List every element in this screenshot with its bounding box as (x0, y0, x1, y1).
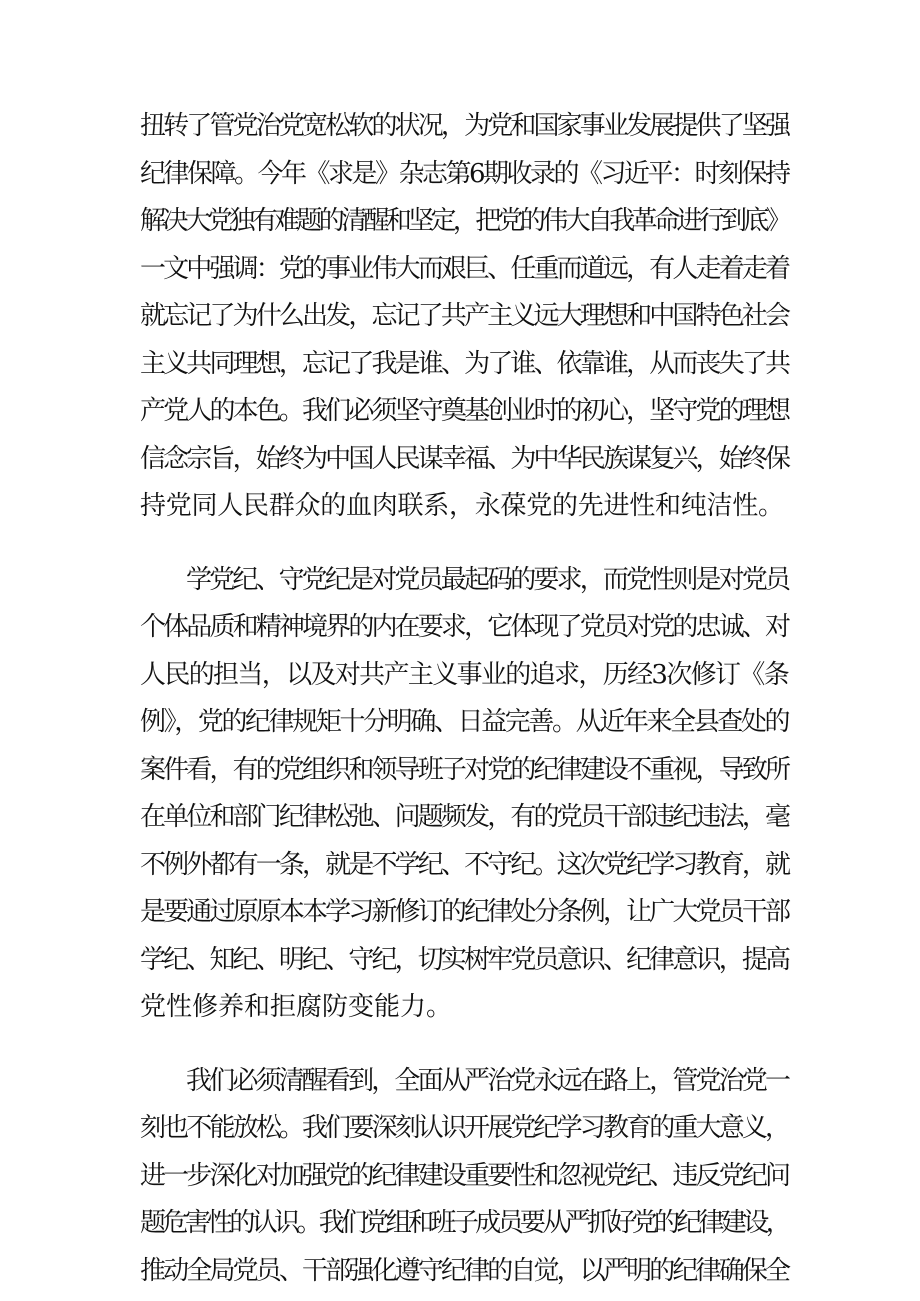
document-body (140, 103, 788, 1295)
paragraph-line: 扭转了管党治党宽松软的状况，为党和国家事业发展提供了坚强 (140, 111, 788, 141)
paragraph-line: 例》，党的纪律规矩十分明确、日益完善。从近年来全县查处的 (140, 707, 788, 737)
paragraph-line: 持党同人民群众的血肉联系，永葆党的先进性和纯洁性。 (140, 491, 784, 521)
paragraph-line: 在单位和部门纪律松弛、问题频发，有的党员干部违纪违法，毫 (140, 802, 788, 832)
paragraph-line: 信念宗旨，始终为中国人民谋幸福、为中华民族谋复兴，始终保 (140, 443, 788, 474)
paragraph-line: 就忘记了为什么出发，忘记了共产主义远大理想和中国特色社会 (140, 301, 788, 331)
paragraph-line: 人民的担当，以及对共产主义事业的追求，历经3次修订《条 (140, 659, 788, 690)
paragraph-line: 进一步深化对加强党的纪律建设重要性和忽视党纪、违反党纪问 (140, 1160, 788, 1191)
paragraph-1 (140, 103, 788, 531)
paragraph-line: 不例外都有一条，就是不学纪、不守纪。这次党纪学习教育，就 (140, 849, 788, 880)
paragraph-line: 是要通过原原本本学习新修订的纪律处分条例，让广大党员干部 (140, 897, 788, 927)
paragraph-2 (140, 557, 788, 1032)
paragraph-line: 推动全局党员、干部强化遵守纪律的自觉，以严明的纪律确保全 (140, 1255, 788, 1286)
paragraph-line: 党性修养和拒腐防变能力。 (140, 992, 453, 1022)
paragraph-3 (140, 1058, 788, 1296)
paragraph-line: 案件看，有的党组织和领导班子对党的纪律建设不重视，导致所 (140, 754, 788, 785)
paragraph-line: 学纪、知纪、明纪、守纪，切实树牢党员意识、纪律意识，提高 (140, 944, 788, 975)
paragraph-line: 个体品质和精神境界的内在要求，它体现了党员对党的忠诚、对 (140, 612, 788, 642)
paragraph-line: 主义共同理想，忘记了我是谁、为了谁、依靠谁，从而丧失了共 (140, 348, 788, 379)
paragraph-gap (140, 531, 788, 557)
paragraph-line: 题危害性的认识。我们党组和班子成员要从严抓好党的纪律建设， (140, 1208, 788, 1238)
paragraph-gap (140, 1032, 788, 1058)
paragraph-line: 纪律保障。今年《求是》杂志第6期收录的《习近平：时刻保持 (140, 158, 789, 189)
paragraph-line: 一文中强调：党的事业伟大而艰巨、任重而道远，有人走着走着 (140, 253, 788, 284)
paragraph-line: 刻也不能放松。我们要深刻认识开展党纪学习教育的重大意义， (140, 1113, 788, 1143)
paragraph-line: 产党人的本色。我们必须坚守奠基创业时的初心，坚守党的理想 (140, 396, 788, 426)
paragraph-line: 解决大党独有难题的清醒和坚定，把党的伟大自我革命进行到底》 (140, 206, 788, 236)
paragraph-line: 我们必须清醒看到，全面从严治党永远在路上，管党治党一 (186, 1065, 788, 1096)
paragraph-line: 学党纪、守党纪是对党员最起码的要求，而党性则是对党员 (186, 564, 788, 595)
